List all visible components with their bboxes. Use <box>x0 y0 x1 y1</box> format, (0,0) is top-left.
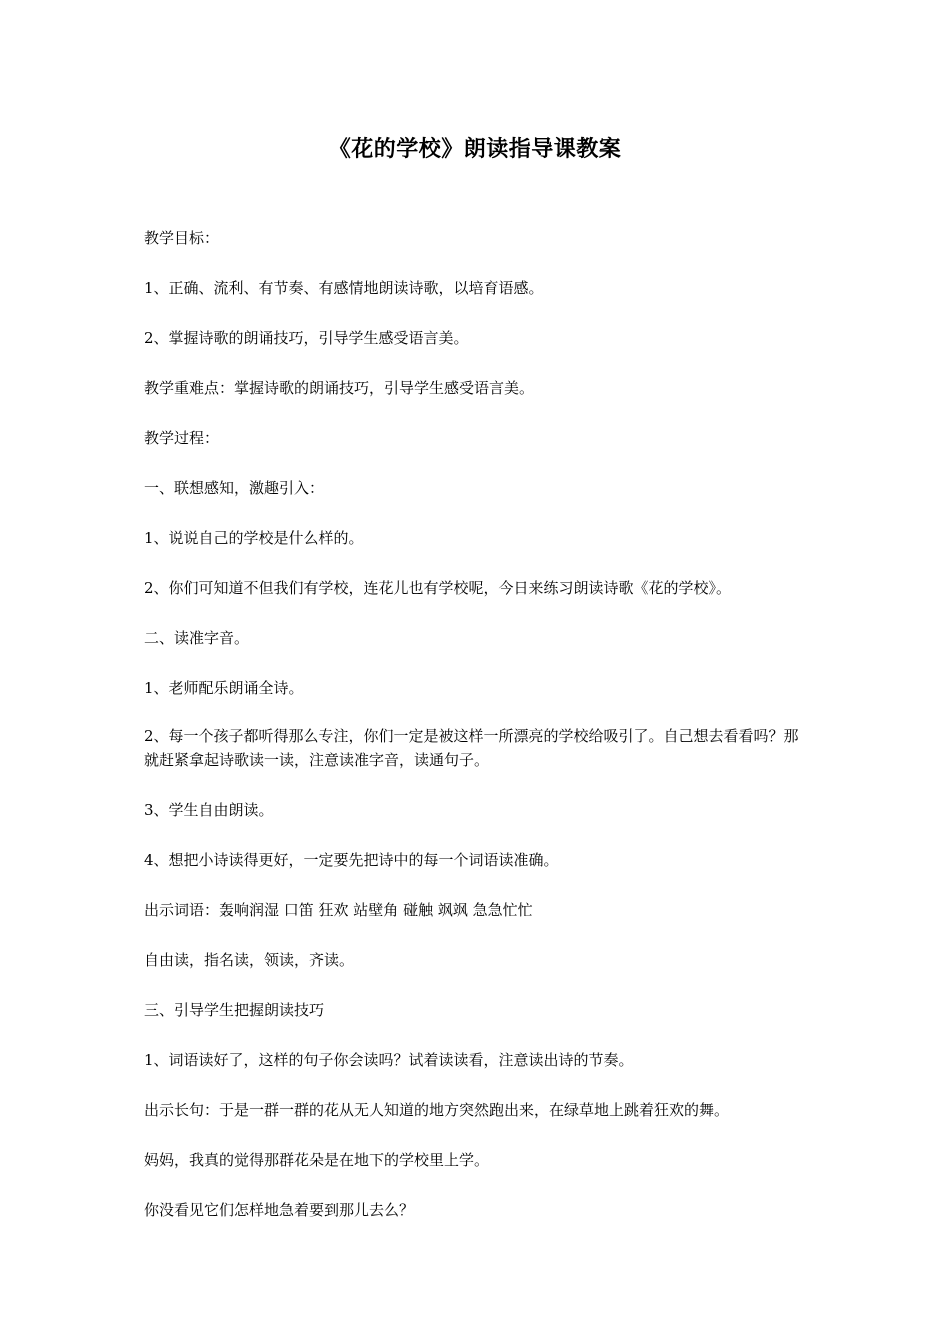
document-title: 《花的学校》朗读指导课教案 <box>328 136 622 162</box>
paragraph-step: 2、每一个孩子都听得那么专注，你们一定是被这样一所漂亮的学校给吸引了。自己想去看看吗？那就赶紧拿起诗歌读一读，注意读准字音，读通句子。 <box>144 727 799 769</box>
paragraph-word-list: 出示词语：轰响润湿 口笛 狂欢 站壁角 碰触 飒飒 急急忙忙 <box>144 901 533 919</box>
paragraph-key-points: 教学重难点：掌握诗歌的朗诵技巧，引导学生感受语言美。 <box>144 379 535 397</box>
paragraph-reading-methods: 自由读，指名读，领读，齐读。 <box>144 951 355 969</box>
paragraph-objective-2: 2、掌握诗歌的朗诵技巧，引导学生感受语言美。 <box>144 329 469 347</box>
section-heading-1: 一、联想感知，激趣引入： <box>144 479 325 497</box>
paragraph-objectives-heading: 教学目标： <box>144 229 220 247</box>
section-heading-3: 三、引导学生把握朗读技巧 <box>144 1001 325 1019</box>
paragraph-step: 3、学生自由朗读。 <box>144 801 274 819</box>
paragraph-long-sentence: 出示长句：于是一群一群的花从无人知道的地方突然跑出来，在绿草地上跳着狂欢的舞。 <box>144 1101 730 1119</box>
paragraph-step: 1、老师配乐朗诵全诗。 <box>144 679 304 697</box>
paragraph-long-sentence: 你没看见它们怎样地急着要到那儿去么？ <box>144 1201 415 1219</box>
paragraph-long-sentence: 妈妈，我真的觉得那群花朵是在地下的学校里上学。 <box>144 1151 490 1169</box>
section-heading-2: 二、读准字音。 <box>144 629 250 647</box>
paragraph-step: 1、词语读好了，这样的句子你会读吗？试着读读看，注意读出诗的节奏。 <box>144 1051 634 1069</box>
paragraph-process-heading: 教学过程： <box>144 429 220 447</box>
paragraph-objective-1: 1、正确、流利、有节奏、有感情地朗读诗歌，以培育语感。 <box>144 279 544 297</box>
paragraph-step: 2、你们可知道不但我们有学校，连花儿也有学校呢，今日来练习朗读诗歌《花的学校》。 <box>144 579 732 597</box>
paragraph-step: 1、说说自己的学校是什么样的。 <box>144 529 364 547</box>
paragraph-step: 4、想把小诗读得更好，一定要先把诗中的每一个词语读准确。 <box>144 851 559 869</box>
